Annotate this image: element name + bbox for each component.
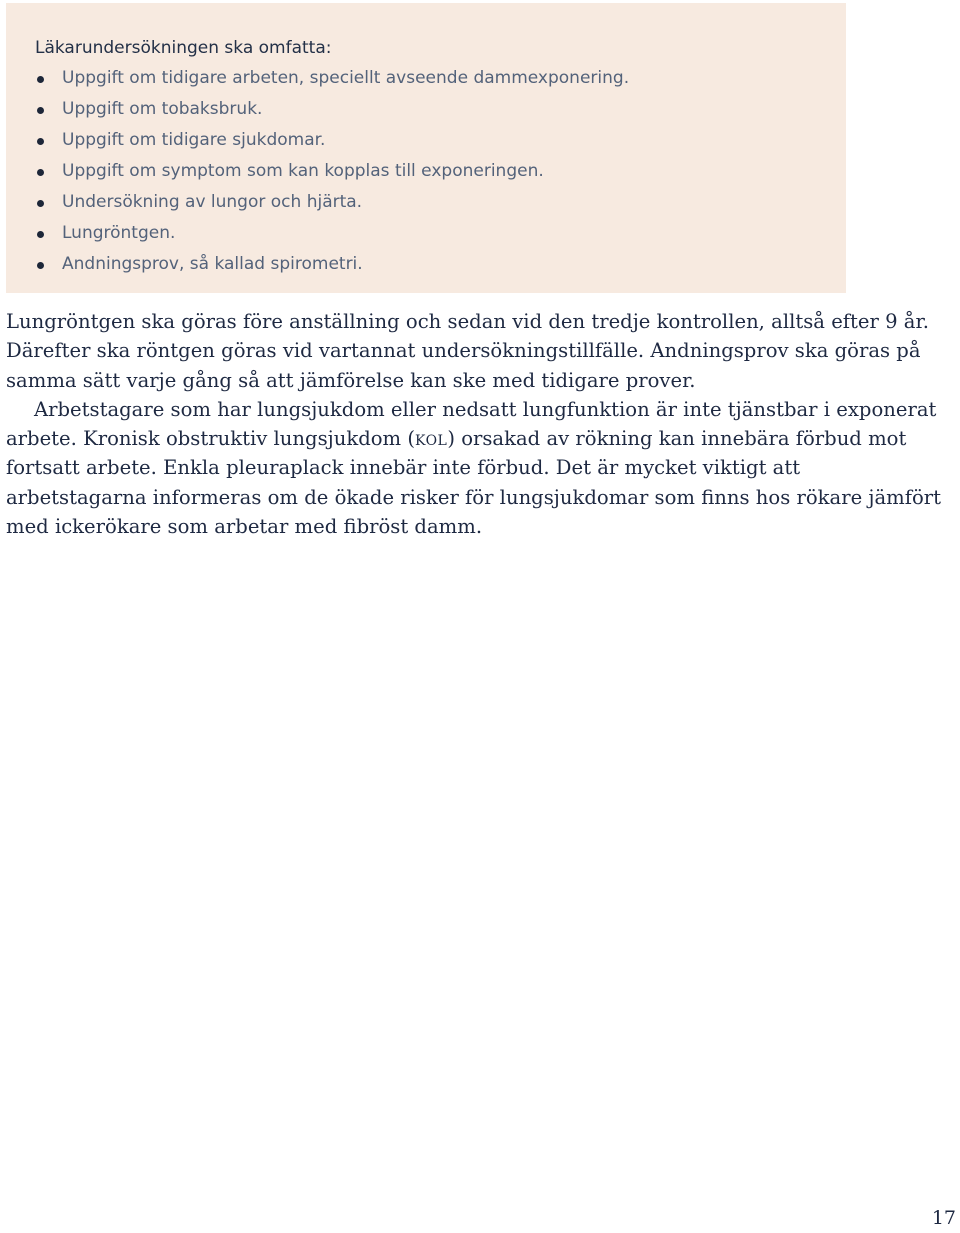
list-item-text: Uppgift om tidigare sjukdomar.: [62, 130, 326, 150]
bullet-icon: [37, 107, 44, 114]
list-item-text: Uppgift om tobaksbruk.: [62, 99, 263, 119]
paragraph-2: [6, 395, 946, 541]
bullet-icon: [37, 231, 44, 238]
list-item-text: Undersökning av lungor och hjärta.: [62, 192, 363, 212]
abbreviation-kol: kol: [414, 427, 448, 451]
bullet-icon: [37, 76, 44, 83]
list-item: [35, 187, 846, 218]
list-item: [35, 94, 846, 125]
list-item: [35, 249, 846, 280]
list-item-text: Uppgift om tidigare arbeten, speciellt avseende dammexponering.: [62, 68, 630, 88]
list-item-text: Andningsprov, så kallad spirometri.: [62, 254, 363, 274]
paragraph-1: Lungröntgen ska göras före anställning och sedan vid den tredje kontrollen, alltså efter 9 år. Därefter ska röntgen göras vid vartannat undersökningstillfälle. Andningsprov ska göras på samma sätt varje gång så att jämförelse kan ske med tidigare prover.: [6, 310, 929, 392]
box-heading: Läkarundersökningen ska omfatta:: [35, 38, 332, 58]
paragraph-2-part-1: Arbetstagare som har lungsjukdom eller nedsatt lungfunktion är inte tjänstbar i exponerat arbete. Kronisk obstruktiv lungsjukdom (: [6, 397, 937, 451]
list-item-text: Lungröntgen.: [62, 223, 176, 243]
info-box: [6, 3, 846, 293]
list-item: [35, 125, 846, 156]
list-item: [35, 63, 846, 94]
paragraph-2-part-2: ) orsakad av rökning kan innebära förbud mot fortsatt arbete. Enkla pleuraplack innebär inte förbud. Det är mycket viktigt att arbetstagarna informeras om de ökade risker för lungsjukdomar som finns hos rökare jämfört med ickerökare som arbetar med fibröst damm.: [6, 427, 942, 539]
list-item: [35, 156, 846, 187]
bullet-icon: [37, 262, 44, 269]
bullet-list: [35, 63, 846, 280]
bullet-icon: [37, 169, 44, 176]
page-number: 17: [931, 1207, 956, 1229]
bullet-icon: [37, 200, 44, 207]
body-text: [6, 307, 946, 541]
bullet-icon: [37, 138, 44, 145]
list-item: [35, 218, 846, 249]
list-item-text: Uppgift om symptom som kan kopplas till exponeringen.: [62, 161, 544, 181]
